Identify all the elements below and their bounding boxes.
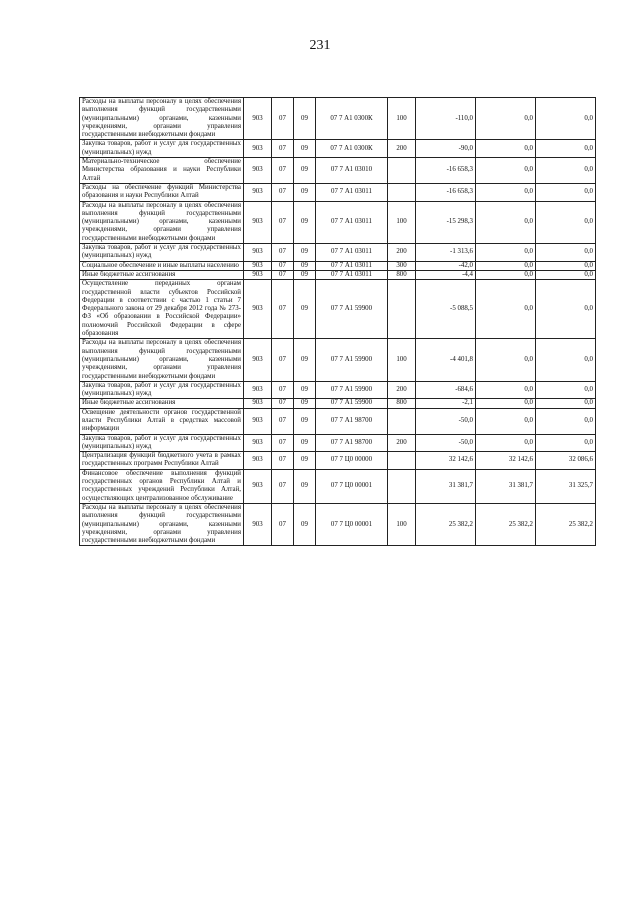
subsection-code: 09 — [294, 244, 316, 262]
target-article-code: 07 7 А1 03011 — [316, 261, 388, 270]
amount-year-2: 0,0 — [476, 261, 536, 270]
table-row — [80, 381, 596, 399]
expense-type-code: 300 — [388, 261, 416, 270]
target-article-code: 07 7 А1 0300К — [316, 98, 388, 140]
expense-type-code: 200 — [388, 434, 416, 452]
amount-year-1: -90,0 — [416, 140, 476, 158]
subsection-code: 09 — [294, 201, 316, 243]
subsection-code: 09 — [294, 270, 316, 279]
expense-type-code — [388, 469, 416, 503]
ministry-code: 903 — [244, 381, 272, 399]
expense-description: Закупка товаров, работ и услуг для государственных (муниципальных) нужд — [80, 381, 244, 399]
expense-type-code — [388, 408, 416, 434]
amount-year-3: 0,0 — [536, 399, 596, 408]
expense-type-code — [388, 452, 416, 470]
subsection-code: 09 — [294, 183, 316, 201]
target-article-code: 07 7 Ц0 00001 — [316, 503, 388, 545]
amount-year-1: -16 658,3 — [416, 158, 476, 184]
subsection-code: 09 — [294, 280, 316, 339]
ministry-code: 903 — [244, 434, 272, 452]
subsection-code: 09 — [294, 399, 316, 408]
amount-year-2: 25 382,2 — [476, 503, 536, 545]
amount-year-3: 0,0 — [536, 158, 596, 184]
ministry-code: 903 — [244, 270, 272, 279]
subsection-code: 09 — [294, 469, 316, 503]
expense-description: Закупка товаров, работ и услуг для государственных (муниципальных) нужд — [80, 140, 244, 158]
amount-year-1: -50,0 — [416, 434, 476, 452]
expense-type-code: 100 — [388, 503, 416, 545]
target-article-code: 07 7 А1 59900 — [316, 381, 388, 399]
section-code: 07 — [272, 201, 294, 243]
table-row — [80, 140, 596, 158]
table-row — [80, 452, 596, 470]
amount-year-3: 0,0 — [536, 434, 596, 452]
expense-description: Расходы на выплаты персоналу в целях обеспечения выполнения функций государственными (муниципальными) органами, казенными учреждениями, органами управления государственными внебюджетными фондами — [80, 339, 244, 381]
amount-year-1: -4 401,8 — [416, 339, 476, 381]
amount-year-2: 0,0 — [476, 339, 536, 381]
amount-year-2: 0,0 — [476, 280, 536, 339]
amount-year-3: 0,0 — [536, 408, 596, 434]
page-number: 231 — [309, 38, 331, 53]
table-row — [80, 261, 596, 270]
section-code: 07 — [272, 158, 294, 184]
amount-year-1: -2,1 — [416, 399, 476, 408]
table-row — [80, 270, 596, 279]
table-row — [80, 339, 596, 381]
amount-year-2: 0,0 — [476, 158, 536, 184]
expense-description: Расходы на выплаты персоналу в целях обеспечения выполнения функций государственными (муниципальными) органами, казенными учреждениями, органами управления государственными внебюджетными фондами — [80, 503, 244, 545]
table-row — [80, 408, 596, 434]
target-article-code: 07 7 А1 03010 — [316, 158, 388, 184]
table-row — [80, 503, 596, 545]
section-code: 07 — [272, 434, 294, 452]
amount-year-2: 0,0 — [476, 399, 536, 408]
section-code: 07 — [272, 98, 294, 140]
amount-year-2: 31 381,7 — [476, 469, 536, 503]
amount-year-2: 0,0 — [476, 381, 536, 399]
expense-description: Расходы на обеспечение функций Министерства образования и науки Республики Алтай — [80, 183, 244, 201]
table-body — [80, 98, 596, 546]
amount-year-1: -4,4 — [416, 270, 476, 279]
subsection-code: 09 — [294, 140, 316, 158]
section-code: 07 — [272, 183, 294, 201]
expense-description: Освещение деятельности органов государственной власти Республики Алтай в средствах массовой информации — [80, 408, 244, 434]
amount-year-2: 0,0 — [476, 408, 536, 434]
section-code: 07 — [272, 469, 294, 503]
expense-type-code — [388, 280, 416, 339]
ministry-code: 903 — [244, 261, 272, 270]
amount-year-1: 25 382,2 — [416, 503, 476, 545]
target-article-code: 07 7 А1 98700 — [316, 408, 388, 434]
expense-type-code — [388, 183, 416, 201]
expense-description: Расходы на выплаты персоналу в целях обеспечения выполнения функций государственными (муниципальными) органами, казенными учреждениями, органами управления государственными внебюджетными фондами — [80, 201, 244, 243]
section-code: 07 — [272, 408, 294, 434]
ministry-code: 903 — [244, 140, 272, 158]
expense-description: Осуществление переданных органам государственной власти субъектов Российской Федерации в соответствии с частью 1 статьи 7 Федерального закона от 29 декабря 2012 года № 273-ФЗ «Об образовании в Российской Федерации» полномочий Российской Федерации в сфере образования — [80, 280, 244, 339]
expense-description: Материально-техническое обеспечение Министерства образования и науки Республики Алтай — [80, 158, 244, 184]
ministry-code: 903 — [244, 399, 272, 408]
table-row — [80, 434, 596, 452]
section-code: 07 — [272, 261, 294, 270]
ministry-code: 903 — [244, 244, 272, 262]
amount-year-1: -1 313,6 — [416, 244, 476, 262]
table-row — [80, 469, 596, 503]
amount-year-1: 32 142,6 — [416, 452, 476, 470]
amount-year-1: -15 298,3 — [416, 201, 476, 243]
amount-year-3: 0,0 — [536, 280, 596, 339]
section-code: 07 — [272, 503, 294, 545]
amount-year-2: 0,0 — [476, 244, 536, 262]
subsection-code: 09 — [294, 408, 316, 434]
amount-year-3: 0,0 — [536, 98, 596, 140]
amount-year-2: 0,0 — [476, 140, 536, 158]
ministry-code: 903 — [244, 98, 272, 140]
ministry-code: 903 — [244, 339, 272, 381]
amount-year-1: 31 381,7 — [416, 469, 476, 503]
amount-year-3: 0,0 — [536, 261, 596, 270]
amount-year-3: 0,0 — [536, 339, 596, 381]
ministry-code: 903 — [244, 201, 272, 243]
expense-type-code: 200 — [388, 244, 416, 262]
section-code: 07 — [272, 452, 294, 470]
amount-year-2: 32 142,6 — [476, 452, 536, 470]
expense-type-code: 200 — [388, 381, 416, 399]
amount-year-1: -684,6 — [416, 381, 476, 399]
amount-year-2: 0,0 — [476, 201, 536, 243]
expense-type-code: 100 — [388, 339, 416, 381]
target-article-code: 07 7 А1 59900 — [316, 399, 388, 408]
target-article-code: 07 7 А1 03011 — [316, 270, 388, 279]
expense-description: Иные бюджетные ассигнования — [80, 270, 244, 279]
target-article-code: 07 7 А1 59900 — [316, 280, 388, 339]
target-article-code: 07 7 Ц0 00000 — [316, 452, 388, 470]
section-code: 07 — [272, 244, 294, 262]
target-article-code: 07 7 А1 59900 — [316, 339, 388, 381]
ministry-code: 903 — [244, 183, 272, 201]
expense-type-code — [388, 158, 416, 184]
ministry-code: 903 — [244, 503, 272, 545]
section-code: 07 — [272, 339, 294, 381]
target-article-code: 07 7 А1 98700 — [316, 434, 388, 452]
amount-year-3: 25 382,2 — [536, 503, 596, 545]
amount-year-3: 0,0 — [536, 183, 596, 201]
amount-year-1: -42,0 — [416, 261, 476, 270]
amount-year-1: -5 088,5 — [416, 280, 476, 339]
amount-year-2: 0,0 — [476, 98, 536, 140]
amount-year-2: 0,0 — [476, 270, 536, 279]
amount-year-3: 0,0 — [536, 244, 596, 262]
table-row — [80, 158, 596, 184]
expense-description: Социальное обеспечение и иные выплаты населению — [80, 261, 244, 270]
subsection-code: 09 — [294, 381, 316, 399]
subsection-code: 09 — [294, 434, 316, 452]
expense-description: Закупка товаров, работ и услуг для государственных (муниципальных) нужд — [80, 434, 244, 452]
subsection-code: 09 — [294, 452, 316, 470]
section-code: 07 — [272, 399, 294, 408]
amount-year-1: -16 658,3 — [416, 183, 476, 201]
section-code: 07 — [272, 280, 294, 339]
expense-type-code: 800 — [388, 270, 416, 279]
expense-type-code: 100 — [388, 201, 416, 243]
expense-description: Закупка товаров, работ и услуг для государственных (муниципальных) нужд — [80, 244, 244, 262]
expense-description: Иные бюджетные ассигнования — [80, 399, 244, 408]
ministry-code: 903 — [244, 158, 272, 184]
amount-year-3: 0,0 — [536, 381, 596, 399]
expense-type-code: 200 — [388, 140, 416, 158]
amount-year-1: -50,0 — [416, 408, 476, 434]
target-article-code: 07 7 А1 03011 — [316, 201, 388, 243]
expense-description: Финансовое обеспечение выполнения функций государственных органов Республики Алтай и государственных учреждений Республики Алтай, осуществляющих централизованное обслуживание — [80, 469, 244, 503]
table-row — [80, 98, 596, 140]
subsection-code: 09 — [294, 503, 316, 545]
ministry-code: 903 — [244, 408, 272, 434]
subsection-code: 09 — [294, 158, 316, 184]
subsection-code: 09 — [294, 98, 316, 140]
section-code: 07 — [272, 381, 294, 399]
amount-year-3: 32 086,6 — [536, 452, 596, 470]
expense-type-code: 100 — [388, 98, 416, 140]
table-row — [80, 280, 596, 339]
amount-year-3: 0,0 — [536, 140, 596, 158]
expense-type-code: 800 — [388, 399, 416, 408]
target-article-code: 07 7 А1 03011 — [316, 183, 388, 201]
table-row — [80, 399, 596, 408]
ministry-code: 903 — [244, 280, 272, 339]
section-code: 07 — [272, 270, 294, 279]
amount-year-2: 0,0 — [476, 183, 536, 201]
amount-year-3: 0,0 — [536, 270, 596, 279]
expense-description: Расходы на выплаты персоналу в целях обеспечения выполнения функций государственными (муниципальными) органами, казенными учреждениями, органами управления государственными внебюджетными фондами — [80, 98, 244, 140]
target-article-code: 07 7 Ц0 00001 — [316, 469, 388, 503]
table-row — [80, 244, 596, 262]
table-row — [80, 201, 596, 243]
amount-year-3: 0,0 — [536, 201, 596, 243]
ministry-code: 903 — [244, 469, 272, 503]
budget-table — [79, 97, 596, 546]
ministry-code: 903 — [244, 452, 272, 470]
target-article-code: 07 7 А1 03011 — [316, 244, 388, 262]
amount-year-3: 31 325,7 — [536, 469, 596, 503]
amount-year-2: 0,0 — [476, 434, 536, 452]
table-row — [80, 183, 596, 201]
target-article-code: 07 7 А1 0300К — [316, 140, 388, 158]
subsection-code: 09 — [294, 339, 316, 381]
amount-year-1: -110,0 — [416, 98, 476, 140]
expense-description: Централизация функций бюджетного учета в рамках государственных программ Республики Алтай — [80, 452, 244, 470]
subsection-code: 09 — [294, 261, 316, 270]
section-code: 07 — [272, 140, 294, 158]
